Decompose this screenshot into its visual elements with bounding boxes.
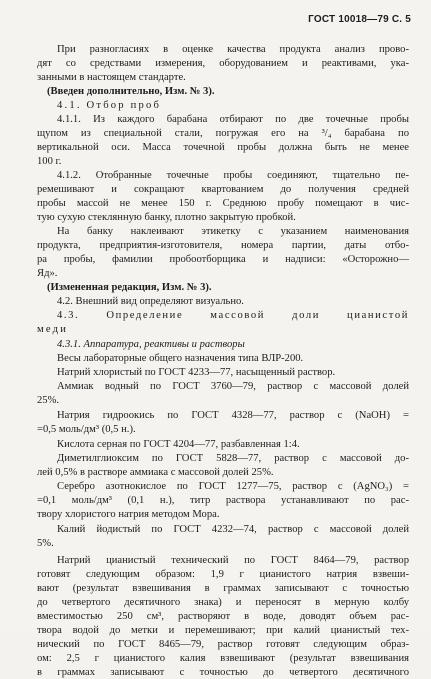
text-line: меди <box>37 324 69 335</box>
text-line: щупом из специальной стали, погружая его на ³/₄ барабана по <box>37 128 409 139</box>
text-line: Серебро азотнокислое по ГОСТ 1277—75, раствор c (AgNO₃) = <box>57 481 409 492</box>
text-line: Весы лабораторные общего назначения типа ВЛР-200. <box>57 353 304 364</box>
text-line: 4.1.1. Из каждого барабана отбирают по две точечные пробы <box>57 114 409 125</box>
text-line: При разногласиях в оценке качества продукта анализ прово- <box>57 44 409 55</box>
text-line: ра пробы, фамилии пробоотборщика и надписи: «Осторожно— <box>37 254 409 265</box>
text-line: твора водой до метки и перемешивают; при калий цианистый тех- <box>37 625 409 636</box>
text-line: твору хлористого натрия методом Мора. <box>37 509 220 520</box>
text-line: 5%. <box>37 538 54 549</box>
text-line: до четвертого десятичного знака) и переносят в мерную колбу <box>37 597 409 608</box>
text-line: ремешивают и сокращают квартованием до получения средней <box>37 184 409 195</box>
text-line: Натрий цианистый технический по ГОСТ 8464—79, раствор <box>57 555 409 566</box>
text-line: готовят следующим образом: 1,9 г цианистого натрия взвеши- <box>37 569 409 580</box>
text-line: На банку наклеивают этикетку с указанием наименования <box>57 226 409 237</box>
text-line: (Измененная редакция, Изм. № 3). <box>47 282 212 293</box>
text-line: вают (результат взвешивания в граммах записывают с точностью <box>37 583 409 594</box>
text-line: 4.3.1. Аппаратура, реактивы и растворы <box>57 339 245 350</box>
text-line: вместимостью 250 см³, растворяют в воде, доводят объем рас- <box>37 611 409 622</box>
text-line: 4.1. Отбор проб <box>57 100 162 111</box>
text-line: 4.1.2. Отобранные точечные пробы соединяют, тщательно пе- <box>57 170 409 181</box>
text-line: Натрий хлористый по ГОСТ 4233—77, насыщенный раствор. <box>57 367 336 378</box>
text-line: 100 г. <box>37 156 62 167</box>
text-line: тую сухую стеклянную банку, плотно закрытую пробкой. <box>37 212 296 223</box>
text-line: =0,1 моль/дм³ (0,1 н.), титр раствора устанавливают по рас- <box>37 495 409 506</box>
text-line: =0,5 моль/дм³ (0,5 н.). <box>37 424 136 435</box>
text-line: Диметилглиоксим по ГОСТ 5828—77, раствор с массовой до- <box>57 453 409 464</box>
text-line: Калий йодистый по ГОСТ 4232—74, раствор с массовой долей <box>57 524 409 535</box>
text-line: в граммах записывают с точностью до четвертого десятичного <box>37 667 409 678</box>
page-header: ГОСТ 10018—79 С. 5 <box>308 14 411 25</box>
text-line: ом: 2,5 г цианистого калия взвешивают (результат взвешивания <box>37 653 409 664</box>
text-line: продукта, предприятия-изготовителя, номера партии, даты отбо- <box>37 240 409 251</box>
text-line: лей 0,5% в растворе аммиака с массовой долей 25%. <box>37 467 274 478</box>
text-line: вертикальной оси. Масса точечной пробы должна быть не менее <box>37 142 409 153</box>
text-line: (Введен дополнительно, Изм. № 3). <box>47 86 215 97</box>
text-line: 25%. <box>37 395 60 406</box>
text-line: дят со средствами измерения, оборудованием и реактивами, ука- <box>37 58 409 69</box>
text-line: Яд». <box>37 268 58 279</box>
text-line: Кислота серная по ГОСТ 4204—77, разбавленная 1:4. <box>57 439 300 450</box>
text-line: занными в настоящем стандарте. <box>37 72 186 83</box>
text-line: 4.2. Внешний вид определяют визуально. <box>57 296 244 307</box>
text-line: Аммиак водный по ГОСТ 3760—79, раствор с массовой долей <box>57 381 409 392</box>
text-line: нический по ГОСТ 8465—79, раствор готовят следующим образ- <box>37 639 409 650</box>
text-line: пробы массой не менее 150 г. Среднюю пробу помещают в чис- <box>37 198 409 209</box>
text-line: 4.3. Определение массовой доли цианистой <box>57 310 409 321</box>
text-line: Натрия гидроокись по ГОСТ 4328—77, раствор c (NaOH) = <box>57 410 409 421</box>
